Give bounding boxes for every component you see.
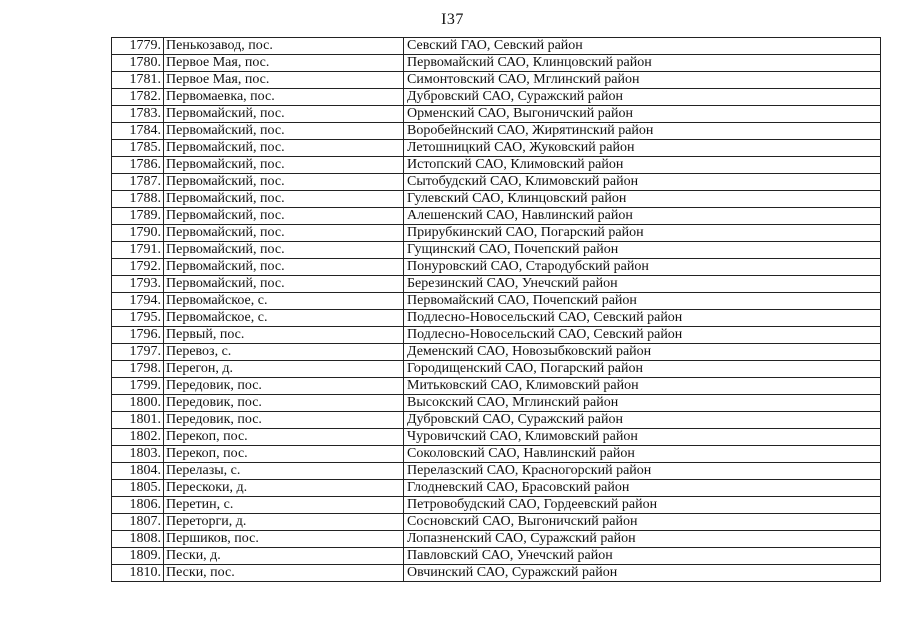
row-number-cell: 1780. — [112, 55, 164, 72]
settlement-name-cell: Первомайское, с. — [164, 310, 404, 327]
row-number-cell: 1792. — [112, 259, 164, 276]
administrative-unit-cell: Первомайский САО, Почепский район — [404, 293, 881, 310]
administrative-unit-cell: Деменский САО, Новозыбковский район — [404, 344, 881, 361]
row-number-cell: 1795. — [112, 310, 164, 327]
administrative-unit-cell: Прирубкинский САО, Погарский район — [404, 225, 881, 242]
table-row — [112, 395, 881, 412]
row-number-cell: 1781. — [112, 72, 164, 89]
settlements-table — [111, 37, 881, 582]
row-number-cell: 1808. — [112, 531, 164, 548]
administrative-unit-cell: Подлесно-Новосельский САО, Севский район — [404, 310, 881, 327]
table-row — [112, 531, 881, 548]
row-number-cell: 1784. — [112, 123, 164, 140]
table-row — [112, 327, 881, 344]
administrative-unit-cell: Дубровский САО, Суражский район — [404, 89, 881, 106]
administrative-unit-cell: Павловский САО, Унечский район — [404, 548, 881, 565]
table-row — [112, 565, 881, 582]
table-row — [112, 429, 881, 446]
table-row — [112, 497, 881, 514]
table-row — [112, 310, 881, 327]
settlement-name-cell: Первое Мая, пос. — [164, 55, 404, 72]
row-number-cell: 1789. — [112, 208, 164, 225]
row-number-cell: 1806. — [112, 497, 164, 514]
row-number-cell: 1805. — [112, 480, 164, 497]
row-number-cell: 1802. — [112, 429, 164, 446]
administrative-unit-cell: Высокский САО, Мглинский район — [404, 395, 881, 412]
administrative-unit-cell: Гулевский САО, Клинцовский район — [404, 191, 881, 208]
row-number-cell: 1794. — [112, 293, 164, 310]
row-number-cell: 1790. — [112, 225, 164, 242]
settlement-name-cell: Первомайский, пос. — [164, 157, 404, 174]
table-row — [112, 38, 881, 55]
settlement-name-cell: Первомайский, пос. — [164, 276, 404, 293]
settlement-name-cell: Первомайский, пос. — [164, 191, 404, 208]
row-number-cell: 1796. — [112, 327, 164, 344]
row-number-cell: 1783. — [112, 106, 164, 123]
row-number-cell: 1785. — [112, 140, 164, 157]
table-row — [112, 293, 881, 310]
settlement-name-cell: Пески, пос. — [164, 565, 404, 582]
administrative-unit-cell: Городищенский САО, Погарский район — [404, 361, 881, 378]
row-number-cell: 1786. — [112, 157, 164, 174]
administrative-unit-cell: Глодневский САО, Брасовский район — [404, 480, 881, 497]
table-row — [112, 174, 881, 191]
table-row — [112, 463, 881, 480]
settlement-name-cell: Передовик, пос. — [164, 412, 404, 429]
settlement-name-cell: Пески, д. — [164, 548, 404, 565]
administrative-unit-cell: Сытобудский САО, Климовский район — [404, 174, 881, 191]
administrative-unit-cell: Севский ГАО, Севский район — [404, 38, 881, 55]
table-row — [112, 446, 881, 463]
settlement-name-cell: Первомайский, пос. — [164, 242, 404, 259]
administrative-unit-cell: Дубровский САО, Суражский район — [404, 412, 881, 429]
settlement-name-cell: Перетин, с. — [164, 497, 404, 514]
administrative-unit-cell: Первомайский САО, Клинцовский район — [404, 55, 881, 72]
table-row — [112, 276, 881, 293]
settlement-name-cell: Первомайский, пос. — [164, 259, 404, 276]
administrative-unit-cell: Митьковский САО, Климовский район — [404, 378, 881, 395]
row-number-cell: 1779. — [112, 38, 164, 55]
table-row — [112, 72, 881, 89]
table-row — [112, 514, 881, 531]
table-row — [112, 412, 881, 429]
settlement-name-cell: Первомайский, пос. — [164, 225, 404, 242]
row-number-cell: 1809. — [112, 548, 164, 565]
settlement-name-cell: Перекоп, пос. — [164, 429, 404, 446]
row-number-cell: 1787. — [112, 174, 164, 191]
settlements-table-body — [112, 38, 881, 582]
table-row — [112, 89, 881, 106]
row-number-cell: 1797. — [112, 344, 164, 361]
page-number: I37 — [441, 11, 464, 28]
table-row — [112, 480, 881, 497]
row-number-cell: 1793. — [112, 276, 164, 293]
administrative-unit-cell: Сосновский САО, Выгоничский район — [404, 514, 881, 531]
settlement-name-cell: Перелазы, с. — [164, 463, 404, 480]
administrative-unit-cell: Перелазский САО, Красногорский район — [404, 463, 881, 480]
row-number-cell: 1801. — [112, 412, 164, 429]
row-number-cell: 1782. — [112, 89, 164, 106]
settlement-name-cell: Первомайский, пос. — [164, 123, 404, 140]
administrative-unit-cell: Петровобудский САО, Гордеевский район — [404, 497, 881, 514]
row-number-cell: 1800. — [112, 395, 164, 412]
administrative-unit-cell: Понуровский САО, Стародубский район — [404, 259, 881, 276]
table-row — [112, 123, 881, 140]
administrative-unit-cell: Симонтовский САО, Мглинский район — [404, 72, 881, 89]
settlement-name-cell: Перегон, д. — [164, 361, 404, 378]
settlement-name-cell: Первомайский, пос. — [164, 174, 404, 191]
table-row — [112, 344, 881, 361]
settlement-name-cell: Первомайский, пос. — [164, 140, 404, 157]
table-row — [112, 548, 881, 565]
administrative-unit-cell: Гущинский САО, Почепский район — [404, 242, 881, 259]
table-row — [112, 106, 881, 123]
table-row — [112, 242, 881, 259]
administrative-unit-cell: Воробейнский САО, Жирятинский район — [404, 123, 881, 140]
table-row — [112, 157, 881, 174]
settlement-name-cell: Первомайский, пос. — [164, 106, 404, 123]
settlement-name-cell: Первомайский, пос. — [164, 208, 404, 225]
table-row — [112, 225, 881, 242]
administrative-unit-cell: Орменский САО, Выгоничский район — [404, 106, 881, 123]
table-row — [112, 259, 881, 276]
settlement-name-cell: Перевоз, с. — [164, 344, 404, 361]
row-number-cell: 1807. — [112, 514, 164, 531]
row-number-cell: 1803. — [112, 446, 164, 463]
settlement-name-cell: Первомаевка, пос. — [164, 89, 404, 106]
administrative-unit-cell: Чуровичский САО, Климовский район — [404, 429, 881, 446]
administrative-unit-cell: Истопский САО, Климовский район — [404, 157, 881, 174]
table-row — [112, 378, 881, 395]
table-row — [112, 140, 881, 157]
table-row — [112, 55, 881, 72]
row-number-cell: 1791. — [112, 242, 164, 259]
settlement-name-cell: Першиков, пос. — [164, 531, 404, 548]
administrative-unit-cell: Летошницкий САО, Жуковский район — [404, 140, 881, 157]
settlement-name-cell: Первомайское, с. — [164, 293, 404, 310]
row-number-cell: 1810. — [112, 565, 164, 582]
settlement-name-cell: Передовик, пос. — [164, 378, 404, 395]
settlement-name-cell: Пенькозавод, пос. — [164, 38, 404, 55]
administrative-unit-cell: Лопазненский САО, Суражский район — [404, 531, 881, 548]
settlement-name-cell: Первый, пос. — [164, 327, 404, 344]
row-number-cell: 1799. — [112, 378, 164, 395]
table-row — [112, 361, 881, 378]
settlement-name-cell: Переторги, д. — [164, 514, 404, 531]
administrative-unit-cell: Алешенский САО, Навлинский район — [404, 208, 881, 225]
administrative-unit-cell: Березинский САО, Унечский район — [404, 276, 881, 293]
table-row — [112, 191, 881, 208]
settlement-name-cell: Перескоки, д. — [164, 480, 404, 497]
settlement-name-cell: Первое Мая, пос. — [164, 72, 404, 89]
administrative-unit-cell: Овчинский САО, Суражский район — [404, 565, 881, 582]
row-number-cell: 1804. — [112, 463, 164, 480]
row-number-cell: 1788. — [112, 191, 164, 208]
table-row — [112, 208, 881, 225]
administrative-unit-cell: Соколовский САО, Навлинский район — [404, 446, 881, 463]
row-number-cell: 1798. — [112, 361, 164, 378]
settlement-name-cell: Перекоп, пос. — [164, 446, 404, 463]
settlement-name-cell: Передовик, пос. — [164, 395, 404, 412]
administrative-unit-cell: Подлесно-Новосельский САО, Севский район — [404, 327, 881, 344]
